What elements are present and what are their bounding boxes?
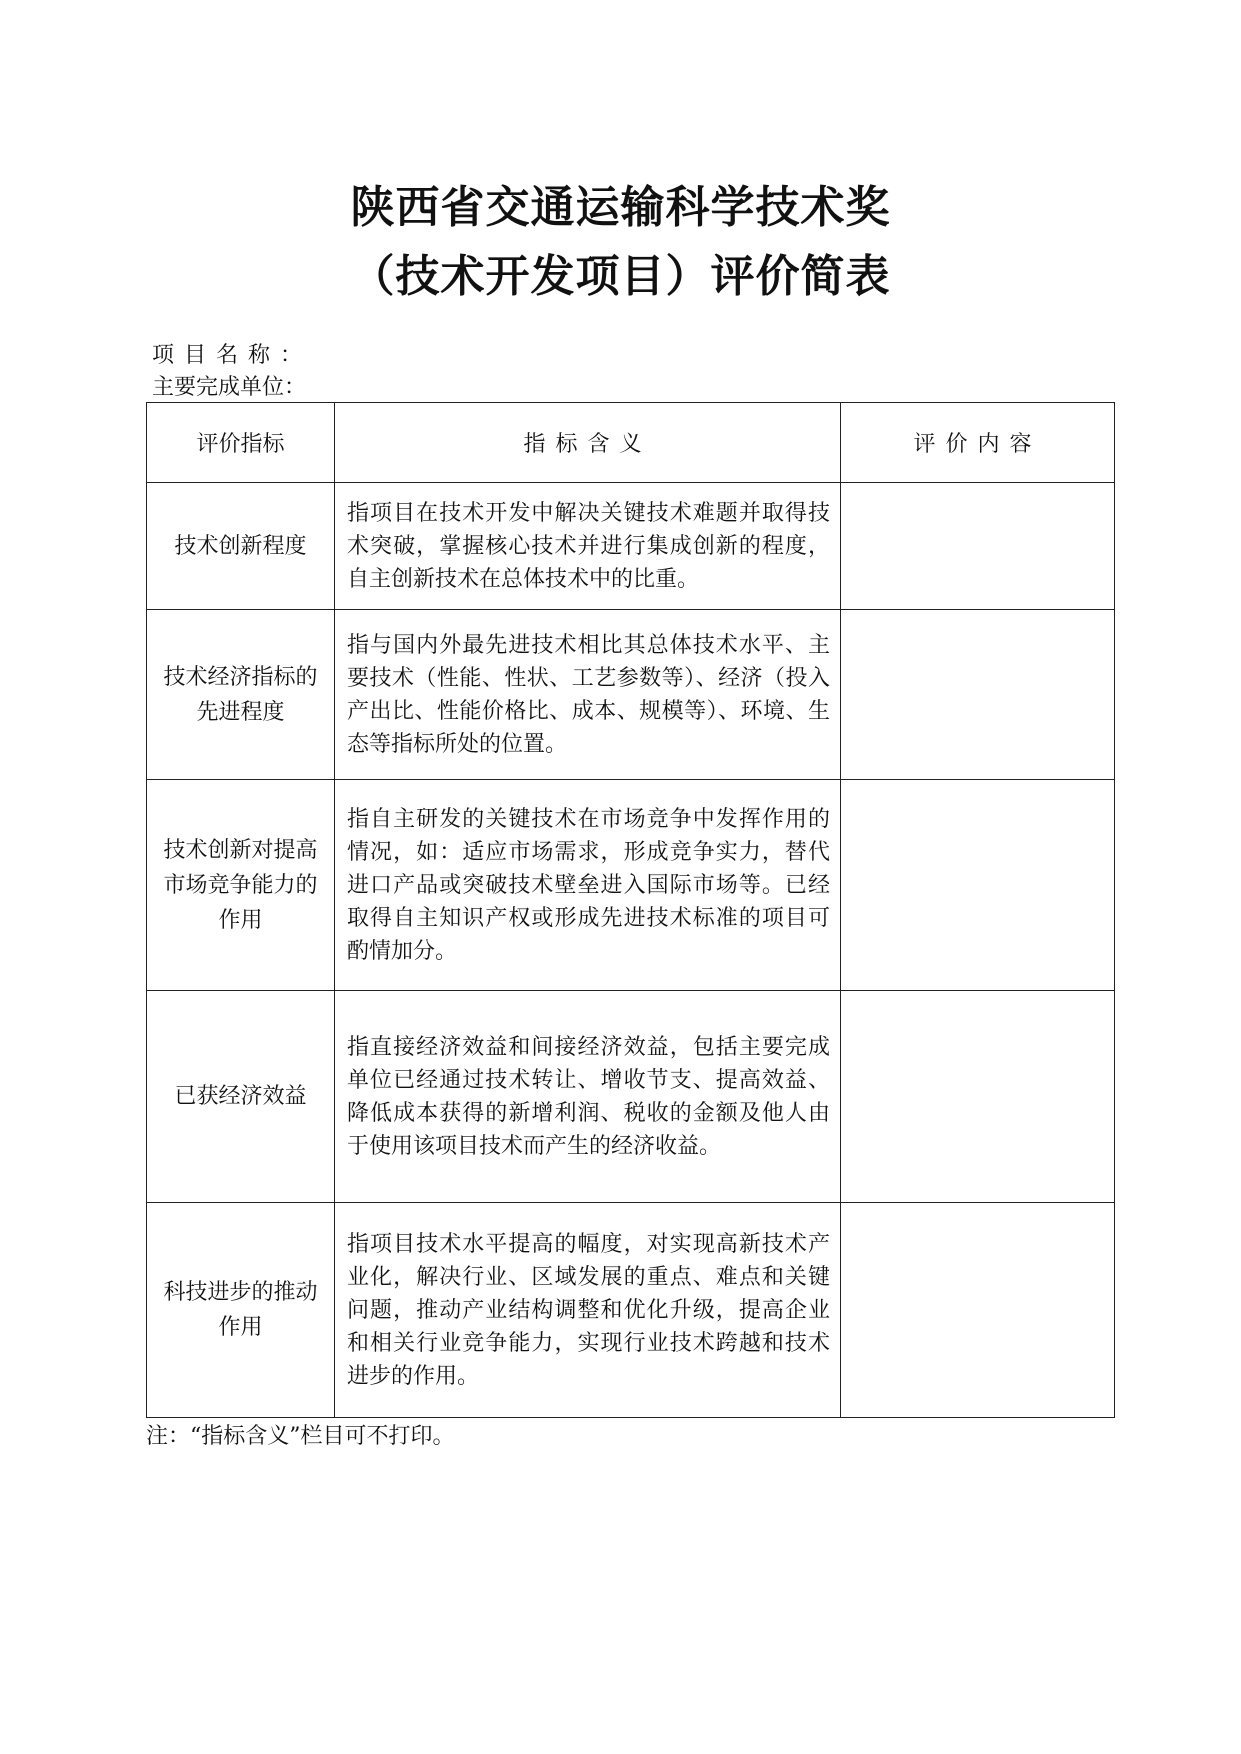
table-row <box>147 780 1115 991</box>
table-row <box>147 991 1115 1203</box>
table-row <box>147 1203 1115 1418</box>
definition-cell: 指直接经济效益和间接经济效益，包括主要完成单位已经通过技术转让、增收节支、提高效益、降低成本获得的新增利润、税收的金额及他人由于使用该项目技术而产生的经济收益。 <box>335 991 841 1203</box>
definition-cell: 指自主研发的关键技术在市场竞争中发挥作用的情况，如：适应市场需求，形成竞争实力，替代进口产品或突破技术壁垒进入国际市场等。已经取得自主知识产权或形成先进技术标准的项目可酌情加分。 <box>335 780 841 991</box>
content-cell[interactable] <box>841 780 1115 991</box>
definition-cell: 指项目在技术开发中解决关键技术难题并取得技术突破，掌握核心技术并进行集成创新的程度，自主创新技术在总体技术中的比重。 <box>335 483 841 610</box>
header-definition: 指标含义 <box>335 403 841 483</box>
table-row <box>147 610 1115 780</box>
table-row <box>147 483 1115 610</box>
content-cell[interactable] <box>841 1203 1115 1418</box>
main-unit-label: 主要完成单位： <box>152 375 307 400</box>
document-title-line-2: （技术开发项目）评价简表 <box>350 251 891 302</box>
header-indicator: 评价指标 <box>147 403 335 483</box>
header-content: 评价内容 <box>841 403 1115 483</box>
evaluation-table <box>146 402 1115 1418</box>
project-name-label: 项目名称： <box>152 343 313 368</box>
indicator-cell: 科技进步的推动作用 <box>147 1203 335 1418</box>
indicator-cell: 已获经济效益 <box>147 991 335 1203</box>
content-cell[interactable] <box>841 483 1115 610</box>
definition-cell: 指与国内外最先进技术相比其总体技术水平、主要技术（性能、性状、工艺参数等）、经济（投入产出比、性能价格比、成本、规模等）、环境、生态等指标所处的位置。 <box>335 610 841 780</box>
indicator-cell: 技术创新程度 <box>147 483 335 610</box>
indicator-cell: 技术创新对提高市场竞争能力的作用 <box>147 780 335 991</box>
document-title-line-1: 陕西省交通运输科学技术奖 <box>350 182 891 233</box>
indicator-cell: 技术经济指标的先进程度 <box>147 610 335 780</box>
footnote: 注：“指标含义”栏目可不打印。 <box>146 1424 455 1449</box>
content-cell[interactable] <box>841 610 1115 780</box>
content-cell[interactable] <box>841 991 1115 1203</box>
table-header-row <box>147 403 1115 483</box>
definition-cell: 指项目技术水平提高的幅度，对实现高新技术产业化，解决行业、区域发展的重点、难点和关键问题，推动产业结构调整和优化升级，提高企业和相关行业竞争能力，实现行业技术跨越和技术进步的作用。 <box>335 1203 841 1418</box>
